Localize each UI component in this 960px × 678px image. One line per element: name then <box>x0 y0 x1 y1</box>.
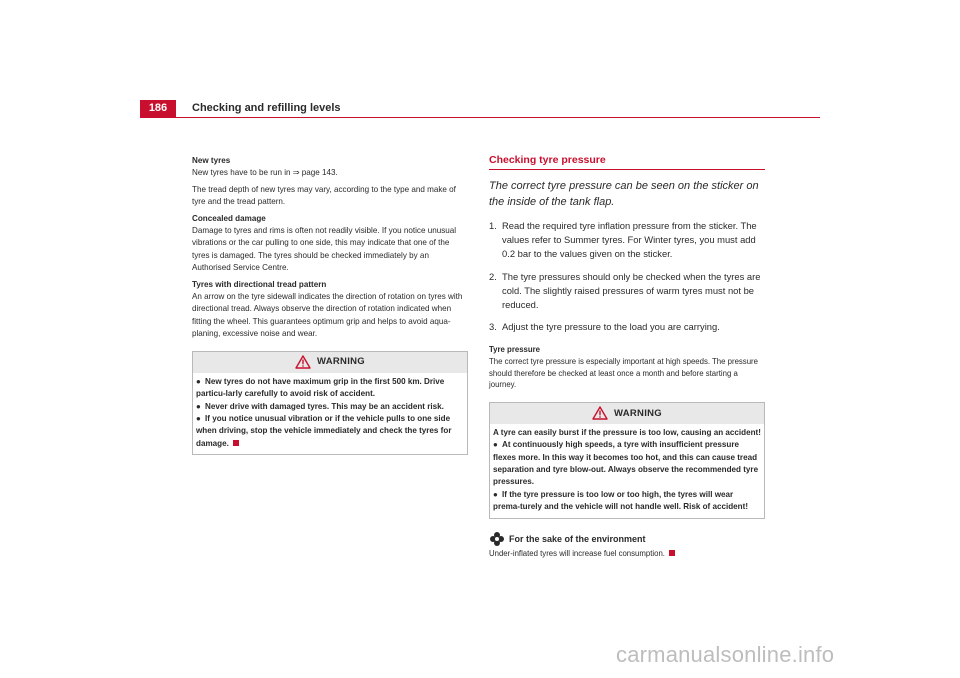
warning-item: ● If the tyre pressure is too low or too high, the tyres will wear prema-turely and the vehicle will not handle well. Risk of accident! <box>493 489 749 512</box>
end-marker-icon <box>233 440 239 446</box>
new-tyres-paragraph-1: New tyres have to be run in ⇒ page 143. <box>192 168 338 178</box>
directional-tread-paragraph: An arrow on the tyre sidewall indicates the direction of rotation on tyres with directional tread. Always observe the direction of rotation indicated when fitting the wheel. This guarantees optimum grip and helps to avoid aqua-planing, excessive noise and wear. <box>192 292 463 339</box>
warning-label: WARNING <box>613 407 662 419</box>
section-rule <box>489 169 765 170</box>
bullet-icon: ● <box>196 376 201 386</box>
step-item: 1. Read the required tyre inflation pressure from the sticker. The values refer to Summer tyres. For Winter tyres, you must add 0.2 bar to the values given on the sticker. <box>489 220 757 260</box>
warning-body <box>193 373 467 454</box>
warning-label: WARNING <box>316 355 365 367</box>
concealed-damage-paragraph: Damage to tyres and rims is often not readily visible. If you notice unusual vibrations or the car pulling to one side, this may indicate that one of the tyres is damaged. The tyres should be checked immediately by an Authorised Service Centre. <box>192 226 457 273</box>
environment-text: Under-inflated tyres will increase fuel consumption. <box>489 548 765 560</box>
warning-item: ● If you notice unusual vibration or if the vehicle pulls to one side when driving, stop the vehicle immediately and check the tyres for damage. <box>196 413 452 448</box>
concealed-damage-heading: Concealed damage <box>192 213 266 223</box>
environment-heading: For the sake of the environment <box>489 531 765 547</box>
page-number: 186 <box>140 100 176 117</box>
warning-box-right <box>489 402 765 519</box>
warning-triangle-icon <box>592 406 608 420</box>
warning-body <box>490 424 764 518</box>
tyre-pressure-heading: Tyre pressure <box>489 345 540 355</box>
warning-triangle-icon <box>295 355 311 369</box>
steps-list <box>489 219 765 334</box>
new-tyres-heading: New tyres <box>192 156 231 165</box>
warning-item: ● At continuously high speeds, a tyre with insufficient pressure flexes more. In this way it becomes too hot, and this can cause tread separation and tyre blow-out. Always observe the recommended tyre pressures. <box>493 440 759 487</box>
watermark: carmanualsonline.info <box>616 642 835 667</box>
bullet-icon: ● <box>493 440 498 450</box>
bullet-icon: ● <box>196 401 201 411</box>
bullet-icon: ● <box>493 489 498 499</box>
new-tyres-paragraph-2: The tread depth of new tyres may vary, according to the type and make of tyre and the tread pattern. <box>192 184 456 207</box>
section-title: Checking tyre pressure <box>489 154 606 166</box>
warning-item: ● Never drive with damaged tyres. This may be an accident risk. <box>196 401 464 413</box>
step-item: 3. Adjust the tyre pressure to the load you are carrying. <box>489 321 720 333</box>
section-intro: The correct tyre pressure can be seen on the sticker on the inside of the tank flap. <box>489 180 759 208</box>
end-marker-icon <box>669 550 675 556</box>
warning-intro: A tyre can easily burst if the pressure is too low, causing an accident! <box>493 427 761 437</box>
tyre-pressure-paragraph: The correct tyre pressure is especially important at high speeds. The pressure should therefore be checked at least once a month and before starting a journey. <box>489 357 758 390</box>
directional-tread-heading: Tyres with directional tread pattern <box>192 279 327 289</box>
right-column <box>489 153 765 559</box>
warning-header <box>193 352 467 373</box>
warning-item: ● New tyres do not have maximum grip in the first 500 km. Drive particu-larly carefully to avoid risk of accident. <box>196 376 445 399</box>
step-item: 2. The tyre pressures should only be checked when the tyres are cold. The slightly raised pressures of warm tyres must not be reduced. <box>489 270 761 311</box>
bullet-icon: ● <box>196 413 201 423</box>
running-title: Checking and refilling levels <box>192 102 341 114</box>
environment-flower-icon <box>489 531 505 547</box>
warning-box-left <box>192 351 468 455</box>
header-rule <box>140 117 820 118</box>
left-column <box>192 155 468 455</box>
warning-header <box>490 403 764 424</box>
